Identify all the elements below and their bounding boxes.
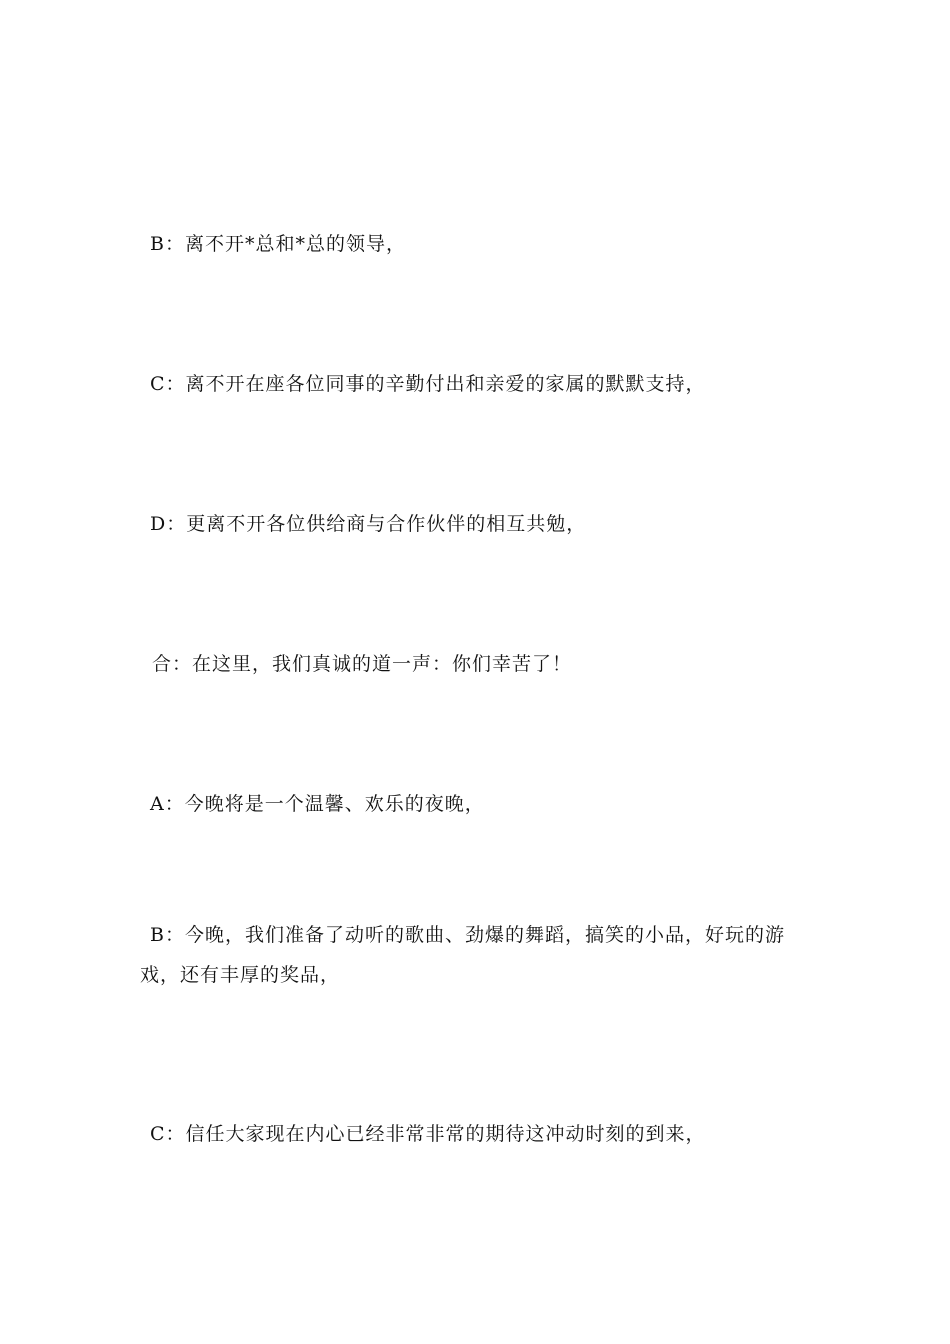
script-line-b-program: B：今晚，我们准备了动听的歌曲、劲爆的舞蹈，搞笑的小品，好玩的游戏，还有丰厚的奖品， [140,924,785,986]
script-line-together-thanks: 合：在这里，我们真诚的道一声：你们幸苦了！ [152,653,573,675]
script-line-a-tonight: A：今晚将是一个温馨、欢乐的夜晚， [150,793,485,815]
script-line-c-colleagues: C：离不开在座各位同事的辛勤付出和亲爱的家属的默默支持， [150,373,706,395]
script-line-b-leadership: B：离不开*总和*总的领导， [150,233,406,255]
script-line-d-partners: D：更离不开各位供给商与合作伙伴的相互共勉， [150,513,587,535]
script-line-c-anticipation: C：信任大家现在内心已经非常非常的期待这冲动时刻的到来， [150,1123,706,1145]
